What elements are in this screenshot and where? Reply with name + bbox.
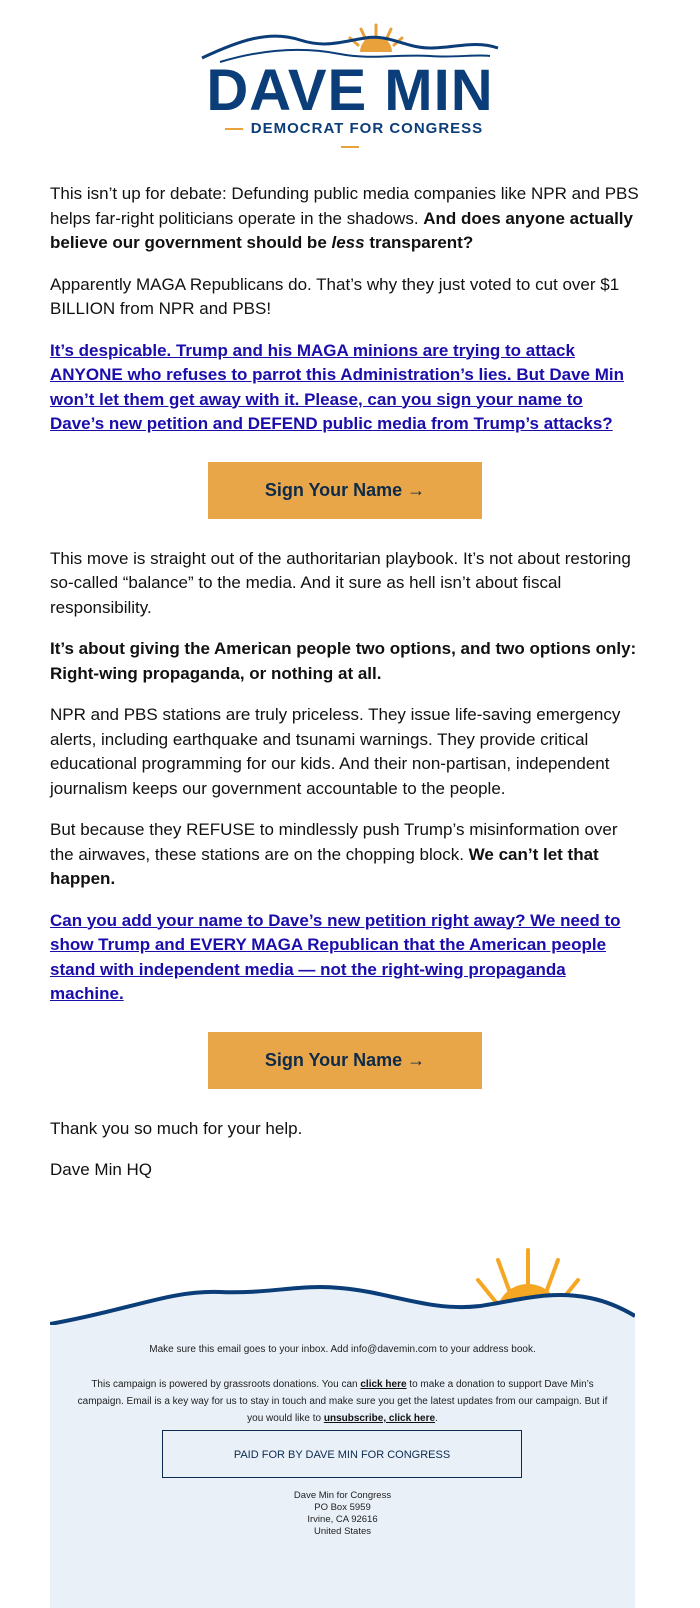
address-city: Irvine, CA 92616 (307, 1514, 378, 1525)
paragraph-authoritarian: This move is straight out of the authoritarian playbook. It’s not about restoring so-called “balance” to the media. And it sure as hell isn’t about fiscal responsibility. (50, 548, 631, 617)
sign-your-name-button-2[interactable]: Sign Your Name → (208, 1032, 482, 1089)
logo-tagline-row (200, 120, 500, 156)
address-country: United States (313, 1526, 372, 1537)
petition-link-1[interactable]: It’s despicable. Trump and his MAGA minions are trying to attack ANYONE who refuses to parrot this Administration’s lies. But Dave Min won’t let them get away with it. Please, can you sign your name to Dave’s new petition and DEFEND public media from Trump’s attacks? (50, 340, 624, 433)
paragraph-thanks: Thank you so much for your help. (50, 1118, 303, 1138)
email-footer (50, 1325, 635, 1608)
unsubscribe-link[interactable]: unsubscribe, click here (323, 1413, 436, 1424)
cta-wrap-1 (50, 462, 640, 519)
campaign-note: This campaign is powered by grassroots donations. You can click here to make a donation to support Dave Min’s campaign. Email is a key way for us to stay in touch and make sure you get the latest updates from our campaign. But if you would like to unsubscribe, click here. (77, 1379, 608, 1424)
logo-tagline: DEMOCRAT FOR CONGRESS (250, 120, 484, 137)
mailing-address (50, 1490, 635, 1538)
logo-wordmark: DAVE MIN (206, 58, 494, 123)
paragraph-two-options: It’s about giving the American people two options, and two options only: Right-wing propaganda, or nothing at all. (50, 639, 637, 683)
signature: Dave Min HQ (50, 1160, 153, 1179)
paragraph-link-2 (50, 909, 640, 1007)
paragraph-priceless: NPR and PBS stations are truly priceless. They issue life-saving emergency alerts, including earthquake and tsunami warnings. They provide critical educational programming for our kids. And their non-partisan, independent journalism keeps our government accountable to the people. (50, 705, 621, 798)
tagline-dash-left (225, 128, 243, 130)
paid-for-disclaimer: PAID FOR BY DAVE MIN FOR CONGRESS (162, 1430, 522, 1478)
paragraph-refuse: But because they REFUSE to mindlessly push Trump’s misinformation over the airwaves, these stations are on the chopping block. We can’t let that happen. (50, 820, 618, 888)
donate-click-here-link[interactable]: click here (360, 1379, 407, 1390)
tagline-dash-right (341, 146, 359, 148)
footer-mountain-sun-icon (50, 1240, 635, 1328)
paragraph-intro: This isn’t up for debate: Defunding public media companies like NPR and PBS helps far-right politicians operate in the shadows. And does anyone actually believe our government should be less transparent? (50, 184, 639, 252)
address-name: Dave Min for Congress (293, 1490, 392, 1501)
paragraph-maga-cut: Apparently MAGA Republicans do. That’s why they just voted to cut over $1 BILLION from NPR and PBS! (50, 274, 620, 318)
address-po: PO Box 5959 (314, 1502, 371, 1513)
paragraph-link-1 (50, 339, 640, 437)
campaign-logo (200, 18, 500, 143)
inbox-note: Make sure this email goes to your inbox. Add info@davemin.com to your address book. (149, 1344, 536, 1355)
email-body (50, 182, 640, 1200)
sign-your-name-button-1[interactable]: Sign Your Name → (208, 462, 482, 519)
cta-wrap-2 (50, 1032, 640, 1089)
petition-link-2[interactable]: Can you add your name to Dave’s new petition right away? We need to show Trump and EVERY MAGA Republican that the American people stand with independent media — not the right-wing propaganda machine. (50, 910, 621, 1003)
